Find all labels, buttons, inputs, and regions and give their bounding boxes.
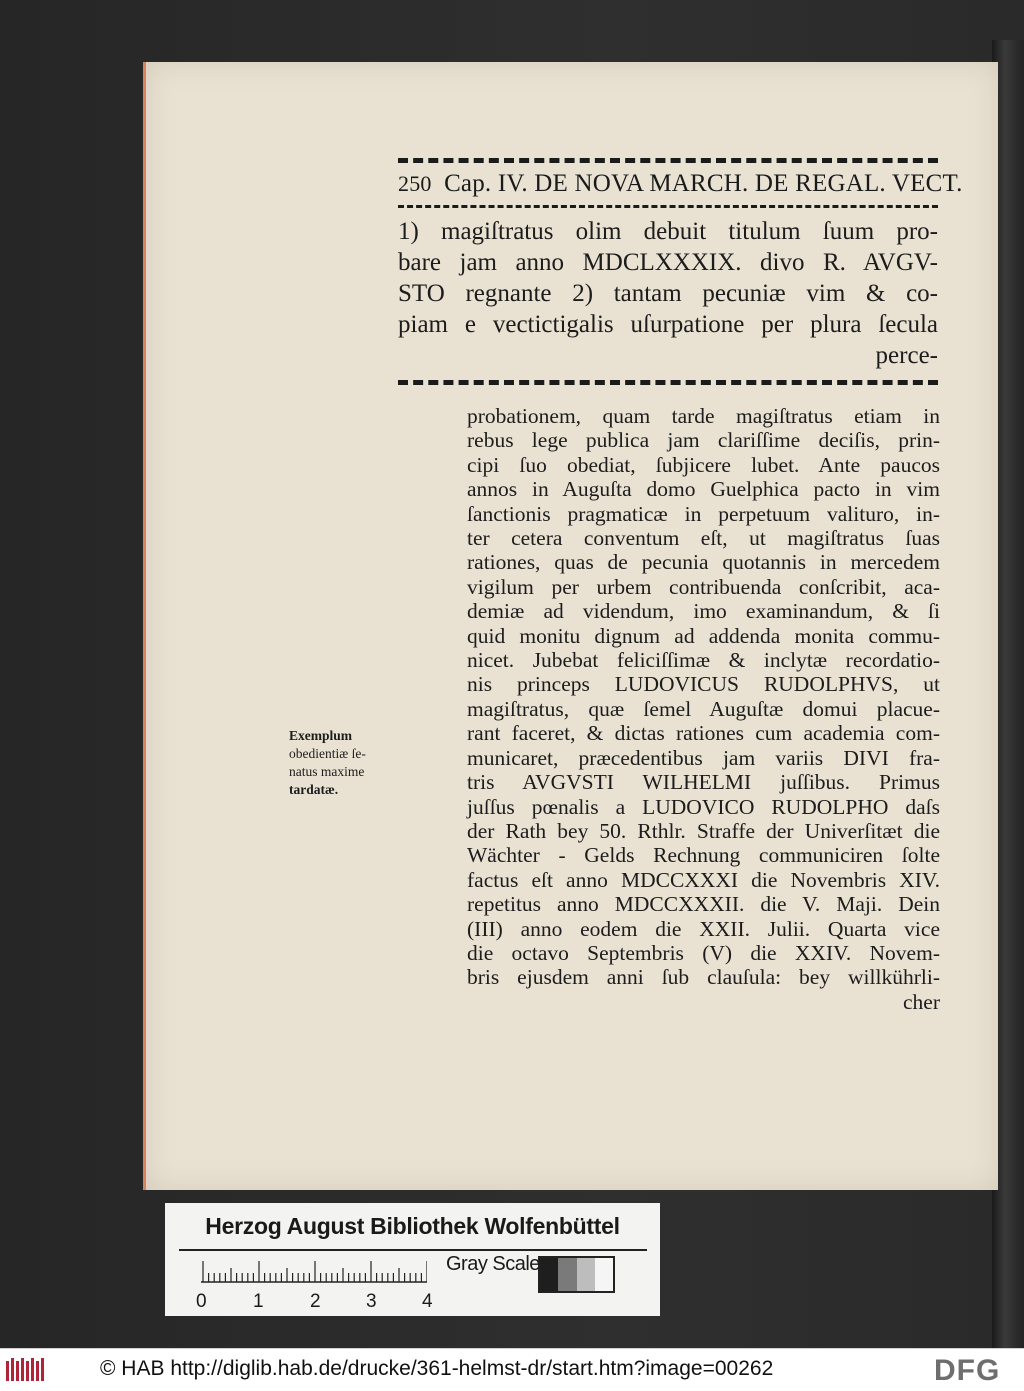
- page-number: 250: [398, 171, 432, 196]
- gray-swatch: [558, 1258, 576, 1291]
- body-line: Wächter - Gelds Rechnung communiciren ſolte: [467, 843, 940, 868]
- marginal-note-line: obedientiæ ſe-: [289, 746, 366, 761]
- ruler-number: 3: [366, 1291, 377, 1312]
- ruler-number: 1: [253, 1291, 264, 1312]
- body-line: nicet. Jubebat feliciſſimæ & inclytæ recordatio-: [467, 648, 940, 673]
- body-line: tris AVGVSTI WILHELMI juſſibus. Primus: [467, 770, 940, 795]
- gray-scale-label: Gray Scale: [446, 1253, 540, 1275]
- body-line: factus eſt anno MDCCXXXI die Novembris XIV.: [467, 867, 940, 892]
- card-title: Herzog August Bibliothek Wolfenbüttel: [205, 1213, 620, 1239]
- ruler-number: 2: [310, 1291, 321, 1312]
- running-head-title: Cap. IV. DE NOVA MARCH. DE REGAL. VECT.: [444, 170, 963, 197]
- body-line: annos in Auguſta domo Guelphica pacto in vim: [467, 477, 940, 502]
- marginal-note-line: natus maxime: [289, 764, 365, 779]
- ruler-number: 4: [422, 1291, 433, 1312]
- footer-copyright-url[interactable]: © HAB http://diglib.hab.de/drucke/361-helmst-dr/start.htm?image=00262: [100, 1357, 774, 1380]
- body-line: nis princeps LUDOVICUS RUDOLPHVS, ut: [467, 672, 940, 697]
- footer-bar: [0, 1348, 1024, 1391]
- body-line: bris ejusdem anni ſub clauſula: bey willkührli-: [467, 965, 940, 990]
- body-line: magiſtratus, quæ ſemel Auguſtæ domui placue-: [467, 696, 940, 721]
- ruler-ticks: [201, 1261, 427, 1283]
- color-calibration-card: [165, 1203, 660, 1316]
- footnote-separator-rule: [398, 380, 938, 385]
- body-line: (III) anno eodem die XXII. Julii. Quarta vice: [467, 916, 940, 941]
- body-line: municaret, præcedentibus jam variis DIVI fra-: [467, 745, 940, 770]
- body-line: quid monitu dignum ad addenda monita commu-: [467, 623, 940, 648]
- header-rule-top: [398, 158, 938, 163]
- body-line: rationes, quas de pecunia quotannis in mercedem: [467, 550, 940, 575]
- footnote-line: perce-: [875, 342, 938, 369]
- body-line: demiæ ad videndum, imo examinandum, & ſi: [467, 599, 940, 624]
- dfg-logo: DFG: [934, 1354, 1001, 1387]
- gray-scale-swatches: [538, 1256, 615, 1293]
- footnote-line: piam e vectictigalis uſurpatione per plura ſecula: [398, 311, 938, 338]
- footnote-block: [398, 216, 938, 371]
- body-line: probationem, quam tarde magiſtratus etiam in: [467, 404, 940, 428]
- gray-swatch: [540, 1258, 558, 1291]
- footnote-line: 1) magiſtratus olim debuit titulum ſuum pro-: [398, 218, 938, 245]
- body-line: cipi ſuo obediat, ſubjicere lubet. Ante paucos: [467, 452, 940, 477]
- body-line: der Rath bey 50. Rthlr. Straffe der Univerſitæt die: [467, 818, 940, 843]
- body-line: juſſus pœnalis a LUDOVICO RUDOLPHO daſs: [467, 794, 940, 819]
- marginal-note-line: Exemplum: [289, 728, 353, 743]
- footnote-line: bare jam anno MDCLXXXIX. divo R. AVGV-: [398, 249, 938, 276]
- body-line: vigilum per urbem contribuenda conſcribit, aca-: [467, 574, 940, 599]
- card-divider: [179, 1249, 647, 1251]
- marginal-note-line: tardatæ.: [289, 782, 339, 797]
- footnote-line: STO regnante 2) tantam pecuniæ vim & co-: [398, 280, 938, 307]
- body-line: die octavo Septembris (V) die XXIV. Novem-: [467, 940, 940, 965]
- body-text-block: [467, 404, 940, 1014]
- body-line: rant faceret, & dictas rationes cum academia com-: [467, 721, 940, 746]
- ruler-number: 0: [196, 1291, 207, 1312]
- body-line: rebus lege publica jam clariſſime deciſis, prin-: [467, 428, 940, 453]
- body-line: ter cetera conventum eſt, ut magiſtratus ſuas: [467, 526, 940, 551]
- running-head: [398, 170, 963, 198]
- gray-swatch: [595, 1258, 613, 1291]
- body-line: repetitus anno MDCCXXXII. die V. Maji. Dein: [467, 892, 940, 917]
- ruler: [201, 1261, 427, 1283]
- hab-logo-icon: [6, 1357, 48, 1383]
- header-rule-bottom: [398, 205, 938, 208]
- marginal-note: [289, 727, 409, 799]
- catchword: cher: [903, 989, 940, 1014]
- gray-swatch: [577, 1258, 595, 1291]
- body-line: ſanctionis pragmaticæ in perpetuum valituro, in-: [467, 501, 940, 526]
